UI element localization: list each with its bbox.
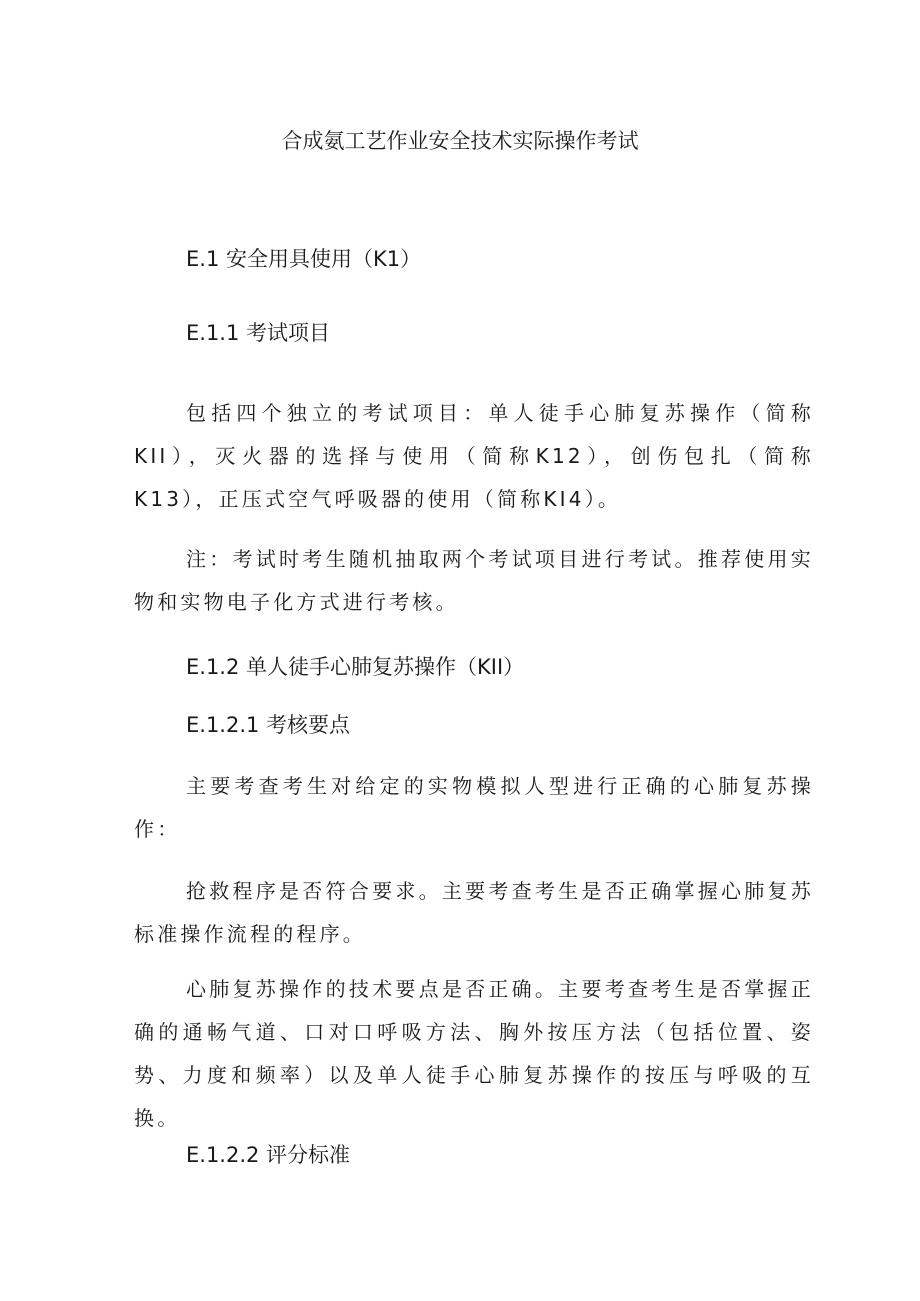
- section-heading-e1-2: E.1.2 单人徒手心肺复苏操作（KII）: [186, 655, 525, 679]
- paragraph-technique: 心肺复苏操作的技术要点是否正确。主要考查考生是否掌握正确的通畅气道、口对口呼吸方法、胸外按压方法（包括位置、姿势、力度和频率）以及单人徒手心肺复苏操作的按压与呼吸的互换。: [134, 977, 814, 1130]
- section-heading-e1-2-1: E.1.2.1 考核要点: [186, 713, 351, 737]
- section-heading-e1-2-2: E.1.2.2 评分标准: [186, 1143, 351, 1167]
- paragraph-rescue: 抢救程序是否符合要求。主要考查考生是否正确掌握心肺复苏标准操作流程的程序。: [134, 879, 814, 946]
- paragraph-items-intro: 包括四个独立的考试项目：单人徒手心肺复苏操作（简称KII），灭火器的选择与使用（简称K12），创伤包扎（简称K13），正压式空气呼吸器的使用（简称KI4）。: [134, 401, 814, 511]
- paragraph-focus: 主要考查考生对给定的实物模拟人型进行正确的心肺复苏操作：: [134, 774, 814, 841]
- section-heading-e1: E.1 安全用具使用（K1）: [186, 247, 422, 271]
- paragraph-note: 注：考试时考生随机抽取两个考试项目进行考试。推荐使用实物和实物电子化方式进行考核。: [134, 547, 814, 614]
- document-title: 合成氨工艺作业安全技术实际操作考试: [281, 129, 639, 153]
- section-heading-e1-1: E.1.1 考试项目: [186, 321, 331, 345]
